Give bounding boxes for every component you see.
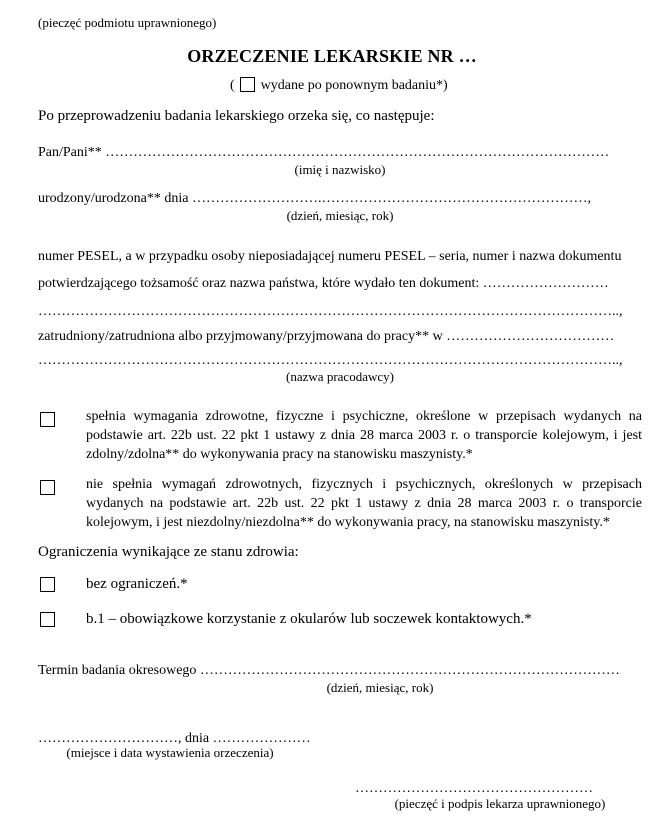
issue-place-date-caption: (miejsce i data wystawienia orzeczenia) [66, 745, 274, 760]
name-caption: (imię i nazwisko) [294, 162, 386, 177]
birth-date-caption: (dzień, miesiąc, rok) [286, 208, 394, 223]
document-title: ORZECZENIE LEKARSKIE NR … [187, 46, 477, 66]
periodic-exam-line[interactable]: Termin badania okresowego ……………………………………………………………………………… [38, 663, 620, 678]
glasses-restriction-label: b.1 – obowiązkowe korzystanie z okularów lub soczewek kontaktowych.* [86, 611, 532, 627]
employment-line[interactable]: zatrudniony/zatrudniona albo przyjmowany/przyjmowana do pracy** w ……………………………… [38, 329, 615, 344]
signature-caption: (pieczęć i podpis lekarza uprawnionego) [394, 796, 606, 811]
reexam-checkbox[interactable] [240, 77, 255, 92]
pesel-line-2[interactable]: potwierdzającego tożsamość oraz nazwa państwa, które wydało ten dokument: ……………………… [38, 276, 609, 291]
no-restrictions-label: bez ograniczeń.* [86, 576, 188, 592]
reexam-subtitle [230, 77, 448, 94]
periodic-exam-caption: (dzień, miesiąc, rok) [326, 680, 434, 695]
employer-line[interactable]: …………………………………………………………………………………………………………….., [38, 353, 623, 368]
fit-statement: spełnia wymagania zdrowotne, fizyczne i psychiczne, określone w przepisach wydanych na podstawie art. 22b ust. 22 pkt 1 ustawy z dnia 28 marca 2003 r. o transporcie kolejowym, i jest zdolny/zdolna** do wykonywania pracy na stanowisku maszynisty.* [86, 409, 642, 462]
birth-date-line[interactable]: urodzony/urodzona** dnia ……………………….…………………………………………………, [38, 191, 591, 206]
issue-place-date-line[interactable]: …………………………, dnia ………………… [38, 731, 311, 746]
stamp-label: (pieczęć podmiotu uprawnionego) [38, 15, 217, 30]
intro-text: Po przeprowadzeniu badania lekarskiego orzeka się, co następuje: [38, 108, 435, 124]
name-line[interactable]: Pan/Pani** ……………………………………………………………………………………………… [38, 145, 610, 160]
no-restrictions-checkbox[interactable] [40, 577, 55, 592]
subtitle-text: wydane po ponownym badaniu*) [260, 78, 448, 93]
pesel-line-1: numer PESEL, a w przypadku osoby nieposiadającej numeru PESEL – seria, numer i nazwa dokumentu [38, 249, 622, 264]
subtitle-paren: ( [230, 78, 235, 93]
unfit-checkbox[interactable] [40, 480, 55, 495]
signature-line[interactable]: …………………………………………… [355, 781, 593, 796]
pesel-line-3[interactable]: …………………………………………………………………………………………………………….., [38, 304, 623, 319]
glasses-restriction-checkbox[interactable] [40, 612, 55, 627]
employer-caption: (nazwa pracodawcy) [286, 369, 394, 384]
fit-checkbox[interactable] [40, 412, 55, 427]
restrictions-heading: Ograniczenia wynikające ze stanu zdrowia: [38, 544, 299, 560]
unfit-statement: nie spełnia wymagań zdrowotnych, fizycznych i psychicznych, określonych w przepisach wydanych na podstawie art. 22b ust. 22 pkt 1 ustawy z dnia 28 marca 2003 r. o transporcie kolejowym, i jest niezdolny/niezdolna** do wykonywania pracy, na stanowisku maszynisty.* [86, 477, 642, 530]
